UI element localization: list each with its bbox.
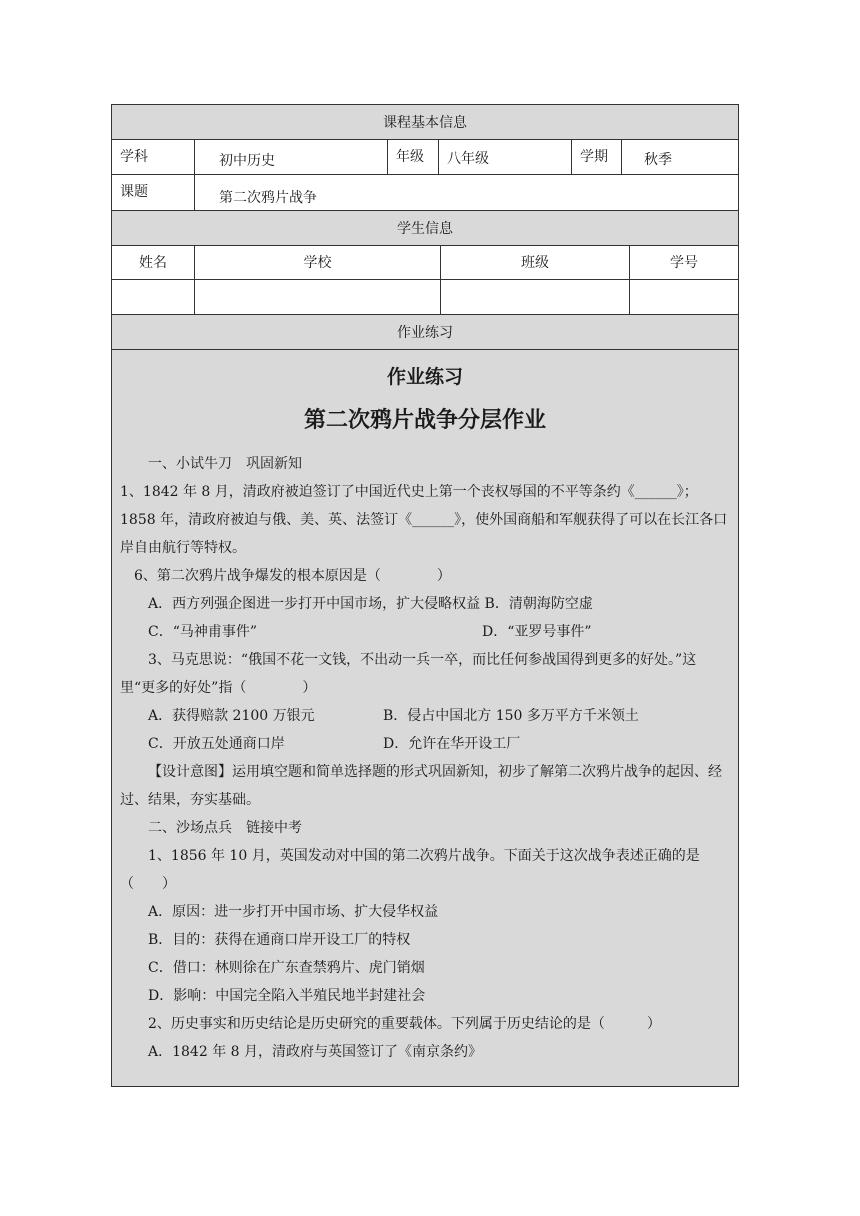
question-3-options-ab xyxy=(120,702,730,730)
question-2-1: 1、1856 年 10 月，英国发动对中国的第二次鸦片战争。下面关于这次战争表述正确的是（ ） xyxy=(120,848,700,892)
question-1-line-2: 1858 年，清政府被迫与俄、美、英、法签订《______》，使外国商船和军舰获得了可以在长江各口岸自由航行等特权。 xyxy=(120,512,728,556)
question-6-option-c: C．“马神甫事件” xyxy=(148,624,258,640)
course-info-band xyxy=(112,105,738,140)
question-6-option-d: D．“亚罗号事件” xyxy=(482,624,592,640)
subject-label: 学科 xyxy=(112,140,195,174)
design-intent: 【设计意图】运用填空题和简单选择题的形式巩固新知，初步了解第二次鸦片战争的起因、经过、结果，夯实基础。 xyxy=(120,764,722,808)
question-1-line-1: 1、1842 年 8 月，清政府被迫签订了中国近代史上第一个丧权辱国的不平等条约《______》； xyxy=(120,484,698,500)
question-3-option-b: B．侵占中国北方 150 多万平方千米领土 xyxy=(383,708,639,724)
topic-label: 课题 xyxy=(112,175,195,210)
content-title: 第二次鸦片战争分层作业 xyxy=(303,408,546,433)
question-3: 3、马克思说：“俄国不花一文钱，不出动一兵一卒，而比任何参战国得到更多的好处。”这里“更多的好处”指（ ） xyxy=(120,652,697,696)
topic-row xyxy=(112,175,738,211)
homework-title: 作业练习 xyxy=(397,325,453,341)
content-heading: 作业练习 xyxy=(386,366,463,388)
subject-value: 初中历史 xyxy=(195,140,388,174)
subject-row xyxy=(112,140,738,175)
student-info-title: 学生信息 xyxy=(397,221,453,237)
question-2-1-option-a: A．原因：进一步打开中国市场、扩大侵华权益 xyxy=(148,904,439,920)
student-info-band xyxy=(112,211,738,246)
question-6: 6、第二次鸦片战争爆发的根本原因是（ ） xyxy=(134,568,451,584)
col-class: 班级 xyxy=(441,246,630,279)
question-2-2: 2、历史事实和历史结论是历史研究的重要载体。下列属于历史结论的是（ ） xyxy=(148,1016,661,1032)
term-label: 学期 xyxy=(572,140,622,174)
student-header-row xyxy=(112,246,738,280)
question-6-option-a: A．西方列强企图进一步打开中国市场，扩大侵略权益 B．清朝海防空虚 xyxy=(148,596,593,612)
question-2-1-option-d: D．影响：中国完全陷入半殖民地半封建社会 xyxy=(148,988,426,1004)
student-input-row xyxy=(112,280,738,315)
name-field[interactable] xyxy=(112,280,195,314)
homework-band xyxy=(112,315,738,350)
term-value: 秋季 xyxy=(644,152,672,168)
homework-body-row xyxy=(112,350,738,1086)
section-1-heading: 一、小试牛刀 巩固新知 xyxy=(148,456,302,472)
question-2-1-option-b: B．目的：获得在通商口岸开设工厂的特权 xyxy=(148,932,411,948)
question-6-options-cd xyxy=(120,618,730,646)
section-2-heading: 二、沙场点兵 链接中考 xyxy=(148,820,302,836)
course-info-title: 课程基本信息 xyxy=(383,115,467,131)
student-id-field[interactable] xyxy=(630,280,738,314)
school-field[interactable] xyxy=(195,280,441,314)
col-name: 姓名 xyxy=(112,246,195,279)
question-3-option-d: D．允许在华开设工厂 xyxy=(383,736,521,752)
topic-value: 第二次鸦片战争 xyxy=(219,190,317,206)
question-2-1-option-c: C．借口：林则徐在广东查禁鸦片、虎门销烟 xyxy=(148,960,425,976)
question-3-options-cd xyxy=(120,730,730,758)
col-school: 学校 xyxy=(195,246,441,279)
question-2-2-option-a: A．1842 年 8 月，清政府与英国签订了《南京条约》 xyxy=(148,1044,482,1060)
worksheet-table xyxy=(111,104,739,1087)
col-id: 学号 xyxy=(670,255,698,271)
class-field[interactable] xyxy=(441,280,630,314)
grade-value: 八年级 xyxy=(439,140,572,174)
question-3-option-c: C．开放五处通商口岸 xyxy=(148,736,285,752)
homework-content xyxy=(112,350,738,1086)
grade-label: 年级 xyxy=(388,140,439,174)
question-3-option-a: A．获得赔款 2100 万银元 xyxy=(148,708,315,724)
